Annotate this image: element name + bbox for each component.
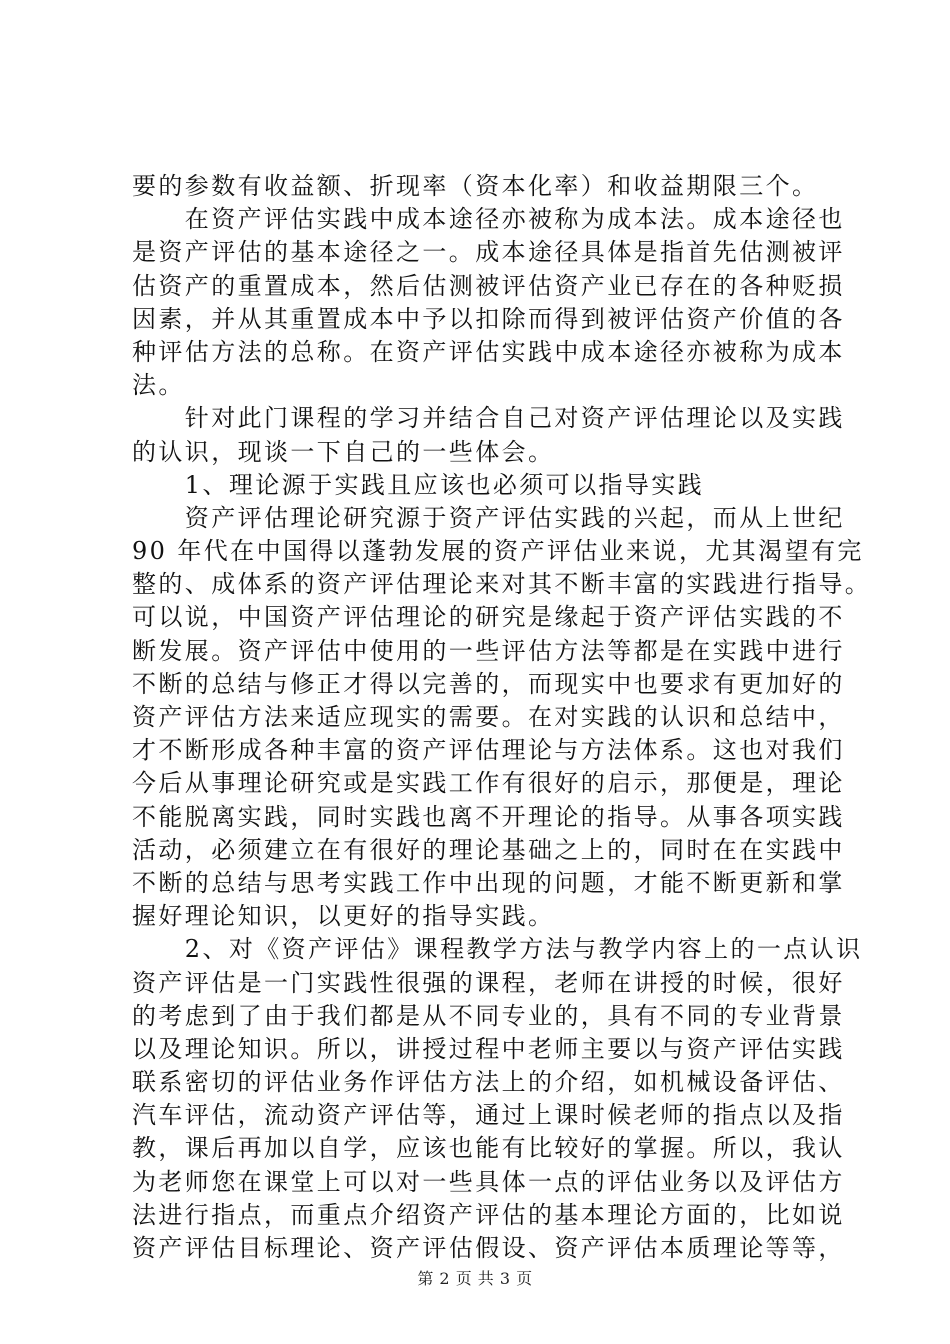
text-line: 不断的总结与思考实践工作中出现的问题，才能不断更新和掌 bbox=[132, 868, 845, 897]
text-line: 的认识，现谈一下自己的一些体会。 bbox=[132, 437, 555, 466]
text-line: 握好理论知识，以更好的指导实践。 bbox=[132, 902, 555, 931]
text-line: 针对此门课程的学习并结合自己对资产评估理论以及实践 bbox=[132, 404, 845, 433]
text-line: 90 年代在中国得以蓬勃发展的资产评估业来说，尤其渴望有完 bbox=[132, 537, 864, 566]
text-line: 可以说，中国资产评估理论的研究是缘起于资产评估实践的不 bbox=[132, 603, 845, 632]
text-line: 为老师您在课堂上可以对一些具体一点的评估业务以及评估方 bbox=[132, 1167, 845, 1196]
text-line: 汽车评估，流动资产评估等，通过上课时候老师的指点以及指 bbox=[132, 1101, 845, 1130]
text-line: 法进行指点，而重点介绍资产评估的基本理论方面的，比如说 bbox=[132, 1200, 845, 1229]
text-line: 在资产评估实践中成本途径亦被称为成本法。成本途径也 bbox=[132, 205, 845, 234]
text-line: 要的参数有收益额、折现率（资本化率）和收益期限三个。 bbox=[132, 172, 819, 200]
text-line: 今后从事理论研究或是实践工作有很好的启示，那便是，理论 bbox=[132, 769, 845, 798]
text-line: 断发展。资产评估中使用的一些评估方法等都是在实践中进行 bbox=[132, 636, 845, 665]
text-line: 因素，并从其重置成本中予以扣除而得到被评估资产价值的各 bbox=[132, 304, 845, 333]
text-line: 不能脱离实践，同时实践也离不开理论的指导。从事各项实践 bbox=[132, 802, 845, 831]
section-heading: 2、对《资产评估》课程教学方法与教学内容上的一点认识 bbox=[132, 935, 863, 964]
text-line: 不断的总结与修正才得以完善的，而现实中也要求有更加好的 bbox=[132, 669, 845, 698]
text-line: 资产评估理论研究源于资产评估实践的兴起，而从上世纪 bbox=[132, 503, 845, 532]
text-line: 资产评估方法来适应现实的需要。在对实践的认识和总结中， bbox=[132, 703, 845, 731]
text-line: 估资产的重置成本，然后估测被评估资产业已存在的各种贬损 bbox=[132, 271, 845, 300]
text-line: 资产评估目标理论、资产评估假设、资产评估本质理论等等， bbox=[132, 1234, 845, 1262]
section-heading: 1、理论源于实践且应该也必须可以指导实践 bbox=[132, 470, 705, 499]
text-line: 联系密切的评估业务作评估方法上的介绍，如机械设备评估、 bbox=[132, 1068, 845, 1097]
text-line: 活动，必须建立在有很好的理论基础之上的，同时在在实践中 bbox=[132, 835, 845, 864]
text-line: 才不断形成各种丰富的资产评估理论与方法体系。这也对我们 bbox=[132, 736, 845, 765]
text-line: 法。 bbox=[132, 371, 185, 400]
page-footer: 第 2 页 共 3 页 bbox=[417, 1269, 533, 1288]
text-line: 资产评估是一门实践性很强的课程，老师在讲授的时候，很好 bbox=[132, 968, 845, 997]
text-line: 以及理论知识。所以，讲授过程中老师主要以与资产评估实践 bbox=[132, 1034, 845, 1063]
text-line: 整的、成体系的资产评估理论来对其不断丰富的实践进行指导。 bbox=[132, 570, 872, 599]
text-line: 教，课后再加以自学，应该也能有比较好的掌握。所以，我认 bbox=[132, 1134, 845, 1163]
text-line: 是资产评估的基本途径之一。成本途径具体是指首先估测被评 bbox=[132, 238, 845, 267]
text-line: 种评估方法的总称。在资产评估实践中成本途径亦被称为成本 bbox=[132, 337, 845, 366]
body-text bbox=[132, 170, 872, 1265]
text-line: 的考虑到了由于我们都是从不同专业的，具有不同的专业背景 bbox=[132, 1001, 845, 1030]
